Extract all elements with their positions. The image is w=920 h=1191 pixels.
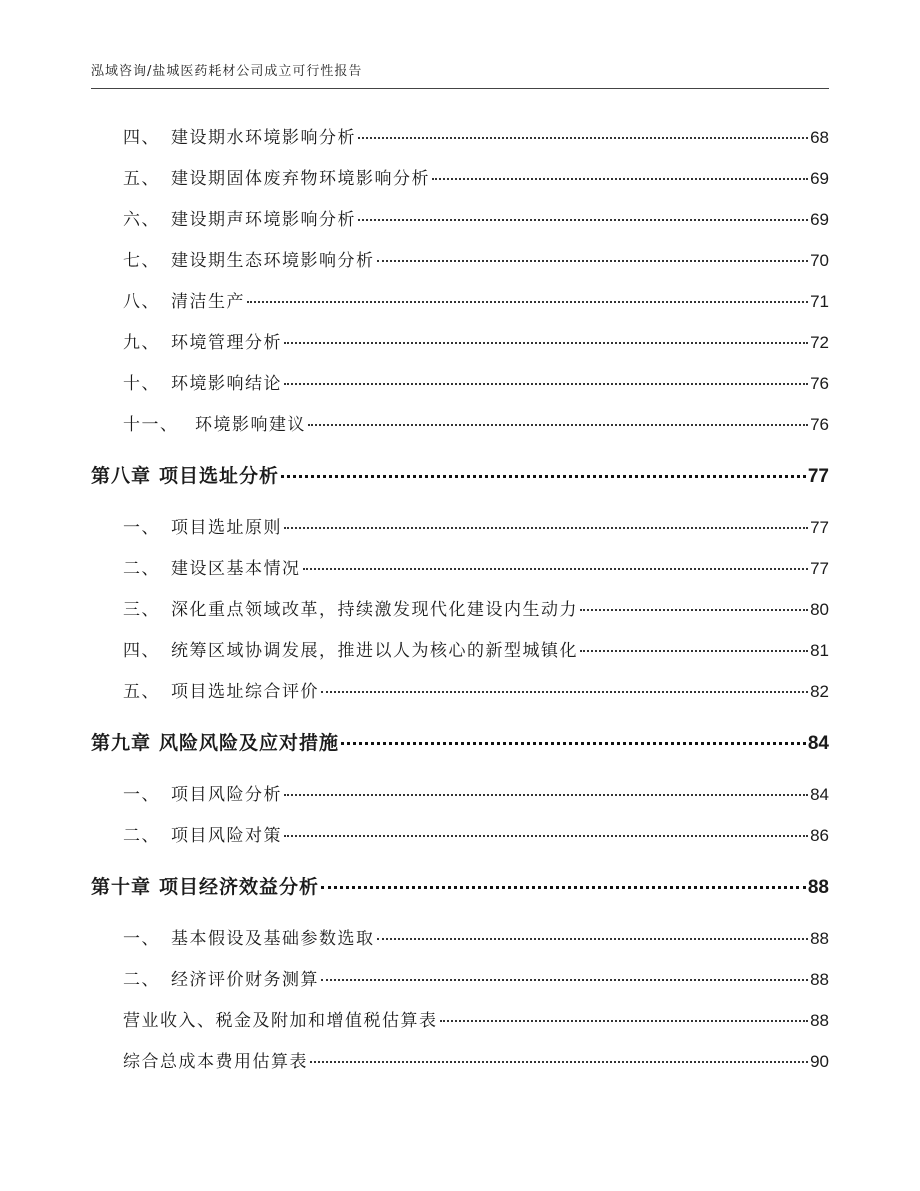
toc-entry[interactable] [123, 677, 829, 702]
toc-entry-page: 88 [810, 1011, 829, 1030]
toc-entry-title: 项目风险对策 [171, 826, 282, 846]
toc-chapter-title: 项目经济效益分析 [159, 876, 320, 898]
toc-entry[interactable] [123, 821, 829, 846]
toc-entry-title: 统筹区域协调发展，推进以人为核心的新型城镇化 [171, 641, 578, 661]
toc-entry-number: 四、 [123, 641, 160, 661]
toc-entry-title: 综合总成本费用估算表 [123, 1052, 308, 1072]
toc-entry-title: 项目选址综合评价 [171, 682, 319, 702]
toc-entry-number: 五、 [123, 682, 160, 702]
dot-leader [284, 794, 808, 796]
dot-leader [580, 609, 808, 611]
toc-entry-title: 营业收入、税金及附加和增值税估算表 [123, 1011, 438, 1031]
toc-entry[interactable] [123, 164, 829, 189]
toc-entry-number: 八、 [123, 292, 160, 312]
toc-entry-number: 二、 [123, 826, 160, 846]
dot-leader [284, 383, 808, 385]
toc-entry[interactable] [123, 410, 829, 435]
toc-entry-title: 环境影响建议 [195, 415, 306, 435]
toc-entry[interactable] [123, 123, 829, 148]
dot-leader [284, 835, 808, 837]
dot-leader [377, 260, 809, 262]
dot-leader [284, 527, 808, 529]
toc-entry-page: 77 [810, 518, 829, 537]
toc-entry-title: 经济评价财务测算 [171, 970, 319, 990]
header-rule [91, 88, 829, 89]
toc-entry-number: 十、 [123, 374, 160, 394]
toc-entry[interactable] [123, 287, 829, 312]
dot-leader [321, 886, 806, 889]
toc-entry-page: 69 [810, 210, 829, 229]
toc-entry[interactable] [123, 595, 829, 620]
toc-chapter-entry[interactable] [91, 872, 829, 899]
toc-entry-title: 基本假设及基础参数选取 [171, 929, 375, 949]
toc-entry-number: 二、 [123, 559, 160, 579]
toc-entry-number: 十一、 [123, 415, 179, 435]
toc-entry-page: 69 [810, 169, 829, 188]
toc-entry-number: 九、 [123, 333, 160, 353]
dot-leader [321, 979, 808, 981]
dot-leader [377, 938, 809, 940]
dot-leader [358, 219, 808, 221]
toc-entry-title: 环境影响结论 [171, 374, 282, 394]
dot-leader [358, 137, 808, 139]
toc-chapter-title: 项目选址分析 [159, 465, 280, 487]
toc-entry[interactable] [123, 369, 829, 394]
toc-entry-page: 82 [810, 682, 829, 701]
toc-entry-title: 项目选址原则 [171, 518, 282, 538]
toc-chapter-number: 第十章 [91, 876, 152, 898]
toc-chapter-page: 84 [807, 733, 829, 754]
toc-entry-title: 建设期水环境影响分析 [171, 128, 356, 148]
dot-leader [432, 178, 808, 180]
toc-entry[interactable] [123, 513, 829, 538]
dot-leader [303, 568, 809, 570]
toc-entry-number: 七、 [123, 251, 160, 271]
dot-leader [247, 301, 808, 303]
toc-entry[interactable] [123, 780, 829, 805]
toc-entry-page: 88 [810, 970, 829, 989]
toc-entry-page: 76 [810, 415, 829, 434]
toc-chapter-page: 88 [807, 877, 829, 898]
toc-entry-title: 项目风险分析 [171, 785, 282, 805]
dot-leader [580, 650, 808, 652]
toc-entry-title: 深化重点领域改革，持续激发现代化建设内生动力 [171, 600, 578, 620]
toc-entry[interactable] [123, 965, 829, 990]
toc-chapter-entry[interactable] [91, 461, 829, 488]
toc-entry[interactable] [123, 636, 829, 661]
dot-leader [281, 475, 806, 478]
dot-leader [310, 1061, 808, 1063]
toc-entry-number: 六、 [123, 210, 160, 230]
toc-entry-page: 81 [810, 641, 829, 660]
dot-leader [440, 1020, 809, 1022]
toc-entry-page: 70 [810, 251, 829, 270]
toc-entry[interactable] [123, 205, 829, 230]
toc-chapter-title: 风险风险及应对措施 [159, 732, 340, 754]
dot-leader [284, 342, 808, 344]
toc-entry-number: 五、 [123, 169, 160, 189]
dot-leader [308, 424, 808, 426]
toc-entry-page: 84 [810, 785, 829, 804]
toc-chapter-number: 第八章 [91, 465, 152, 487]
toc-entry-number: 二、 [123, 970, 160, 990]
toc-entry-number: 四、 [123, 128, 160, 148]
toc-entry-title: 清洁生产 [171, 292, 245, 312]
toc-entry-page: 76 [810, 374, 829, 393]
page-header: 泓域咨询/盐城医药耗材公司成立可行性报告 [91, 64, 363, 79]
toc-entry[interactable] [123, 554, 829, 579]
toc-entry-title: 建设区基本情况 [171, 559, 301, 579]
toc-entry-page: 88 [810, 929, 829, 948]
toc-entry-number: 一、 [123, 785, 160, 805]
dot-leader [341, 742, 806, 745]
toc-chapter-page: 77 [807, 466, 829, 487]
toc-entry-page: 80 [810, 600, 829, 619]
toc-entry[interactable] [123, 1006, 829, 1031]
toc-chapter-number: 第九章 [91, 732, 152, 754]
toc-entry-number: 一、 [123, 518, 160, 538]
toc-entry[interactable] [123, 1047, 829, 1072]
toc-entry-title: 建设期生态环境影响分析 [171, 251, 375, 271]
dot-leader [321, 691, 808, 693]
toc-entry-number: 一、 [123, 929, 160, 949]
toc-entry-title: 建设期固体废弃物环境影响分析 [171, 169, 430, 189]
toc-entry-title: 环境管理分析 [171, 333, 282, 353]
toc-entry-page: 68 [810, 128, 829, 147]
toc-entry-page: 71 [810, 292, 829, 311]
toc-entry-page: 77 [810, 559, 829, 578]
toc-chapter-entry[interactable] [91, 728, 829, 755]
toc-entry-number: 三、 [123, 600, 160, 620]
toc-entry[interactable] [123, 924, 829, 949]
toc-entry-page: 72 [810, 333, 829, 352]
toc-entry[interactable] [123, 246, 829, 271]
toc-entry-title: 建设期声环境影响分析 [171, 210, 356, 230]
toc-entry[interactable] [123, 328, 829, 353]
toc-entry-page: 90 [810, 1052, 829, 1071]
toc-entry-page: 86 [810, 826, 829, 845]
